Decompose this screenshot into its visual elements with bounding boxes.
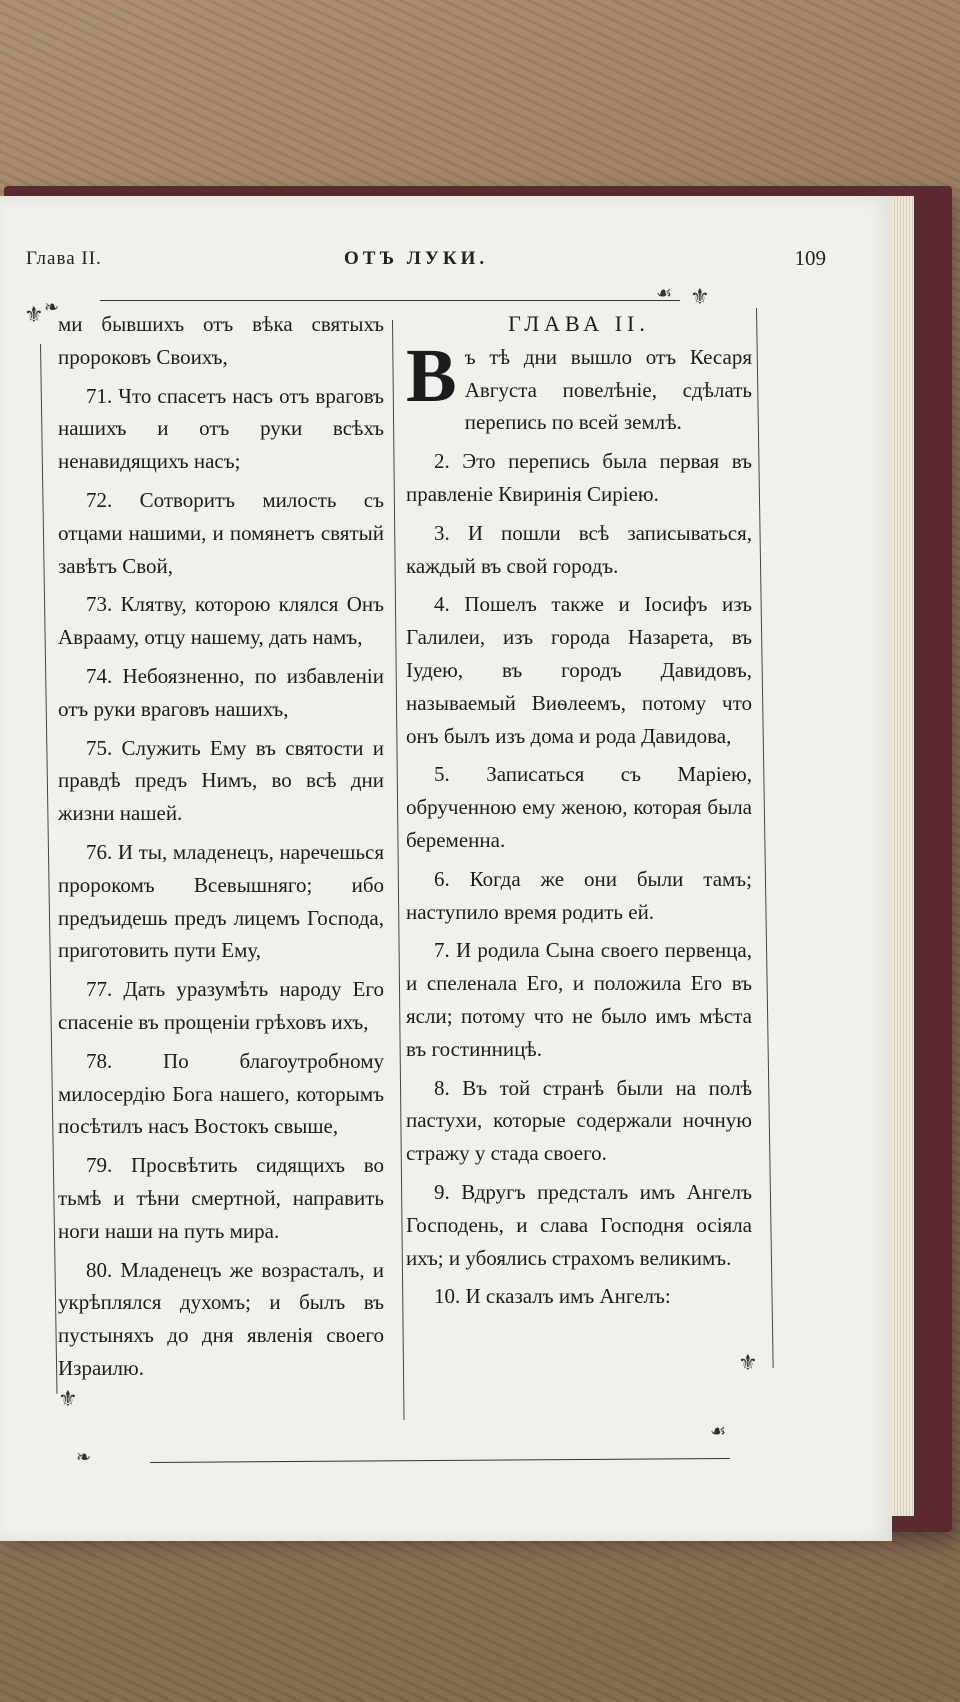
verse: 8. Въ той странѣ были на полѣ пастухи, которые содержали ночную стражу у стада своего. — [406, 1075, 752, 1166]
flourish-ornament-icon: ❧ — [76, 1447, 92, 1467]
frame-line-left — [40, 344, 57, 1394]
running-head — [26, 248, 826, 278]
verse: 7. И родила Сына своего первенца, и спеленала Его, и положила Его въ ясли; потому что не было имъ мѣста въ гостинницѣ. — [406, 938, 752, 1061]
flourish-ornament-icon: ❧ — [44, 297, 60, 317]
flourish-ornament-icon: ☙ — [710, 1421, 727, 1441]
header-rule — [100, 300, 680, 301]
verse: 73. Клятву, которою клялся Онъ Аврааму, отцу нашему, дать намъ, — [58, 592, 384, 650]
column-divider — [392, 320, 405, 1420]
book-title: ОТЪ ЛУКИ. — [344, 248, 489, 269]
verse: 4. Пошелъ также и Іосифъ изъ Галилеи, изъ города Назарета, въ Іудею, въ городъ Давидовъ, называемый Виѳлеемъ, потому что онъ былъ изъ дома и рода Давидова, — [406, 592, 752, 748]
verse: 5. Записаться съ Маріею, обрученною ему женою, которая была беременна. — [406, 762, 752, 852]
flourish-ornament-icon: ☙ — [656, 283, 673, 303]
verse-first — [406, 333, 752, 439]
page-number: 109 — [794, 246, 826, 270]
corner-ornament-icon: ⚜ — [58, 1386, 78, 1411]
corner-ornament-icon: ⚜ — [738, 1350, 758, 1375]
frame-line-right — [756, 308, 774, 1368]
verse: 10. И сказалъ имъ Ангелъ: — [434, 1284, 671, 1309]
verse: 74. Небоязненно, по избавленіи отъ руки враговъ нашихъ, — [58, 663, 384, 721]
verse: 9. Вдругъ предсталъ имъ Ангелъ Господень, и слава Господня осіяла ихъ; и убоялись страхомъ великимъ. — [406, 1179, 752, 1270]
verse: 80. Младенецъ же возрасталъ, и укрѣплялся духомъ; и былъ въ пустыняхъ до дня явленія своего Израилю. — [58, 1257, 384, 1380]
corner-ornament-icon: ⚜ — [690, 284, 710, 309]
verse: 72. Сотворитъ милость съ отцами нашими, и помянетъ святый завѣтъ Свой, — [58, 487, 384, 578]
verse: 78. По благоутробному милосердію Бога нашего, которымъ посѣтилъ насъ Востокъ свыше, — [58, 1048, 384, 1139]
verse: 76. И ты, младенецъ, наречешься пророкомъ Всевышняго; ибо предъидешь предъ лицемъ Господа, приготовить пути Ему, — [58, 839, 384, 963]
verse: 71. Что спасетъ насъ отъ враговъ нашихъ и отъ руки всѣхъ ненавидящихъ насъ; — [58, 383, 384, 474]
chapter-label: Глава II. — [26, 248, 102, 269]
right-column — [406, 308, 752, 1313]
drop-cap: В — [406, 333, 457, 418]
verse: 75. Служить Ему въ святости и правдѣ предъ Нимъ, во всѣ дни жизни нашей. — [58, 735, 384, 826]
verse: 77. Дать уразумѣть народу Его спасеніе въ прощеніи грѣховъ ихъ, — [58, 977, 384, 1034]
book-page — [0, 196, 892, 1541]
verse: ми бывшихъ отъ вѣка святыхъ пророковъ Своихъ, — [58, 312, 384, 369]
verse-text: ъ тѣ дни вышло отъ Кесаря Августа повелѣніе, сдѣлать перепись по всей землѣ. — [464, 344, 752, 435]
left-column — [58, 308, 384, 1385]
corner-ornament-icon: ⚜ — [24, 302, 44, 327]
verse: 79. Просвѣтить сидящихъ во тьмѣ и тѣни смертной, направить ноги наши на путь мира. — [58, 1153, 384, 1243]
verse: 2. Это перепись была первая въ правленіе Квиринія Сиріею. — [406, 449, 752, 506]
chapter-heading: ГЛАВА II. — [508, 311, 650, 336]
verse: 6. Когда же они были тамъ; наступило время родить ей. — [406, 866, 752, 924]
footer-rule — [150, 1458, 730, 1463]
verse: 3. И пошли всѣ записываться, каждый въ свой городъ. — [406, 520, 752, 578]
